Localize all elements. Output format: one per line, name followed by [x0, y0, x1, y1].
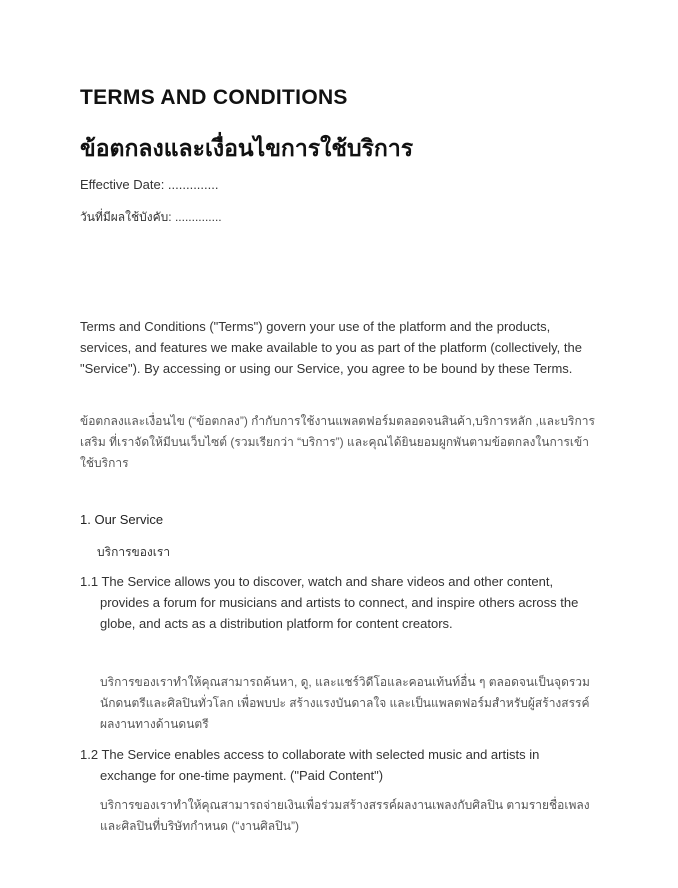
clause-1-1-en: 1.1 The Service allows you to discover, watch and share videos and other content, provides a forum for musicians and artists to connect, and inspire others across the globe, and acts as a distribution platform for content creators.	[80, 574, 579, 631]
clause-1-1-th: บริการของเราทำให้คุณสามารถค้นหา, ดู, และแชร์วิดีโอและคอนเท้นท์อื่น ๆ ตลอดจนเป็นจุดรวมนักดนตรีและศิลปินทั่วโลก เพื่อพบปะ สร้างแรงบันดาลใจ และเป็นแพลตฟอร์มสำหรับผู้สร้างสรรค์ผลงานทางด้านดนตรี	[100, 675, 590, 731]
section-heading-en: 1. Our Service	[80, 512, 164, 527]
title-th: ข้อตกลงและเงื่อนไขการใช้บริการ	[80, 135, 414, 161]
effective-date-en: Effective Date: ..............	[80, 177, 219, 192]
intro-en: Terms and Conditions ("Terms") govern your use of the platform and the products, services, and features we make available to you as part of the platform (collectively, the "Service"). By accessing or using our Service, you agree to be bound by these Terms.	[80, 319, 582, 376]
clause-1-2-en: 1.2 The Service enables access to collaborate with selected music and artists in exchange for one-time payment. ("Paid Content")	[80, 747, 540, 783]
clause-1-2-th: บริการของเราทำให้คุณสามารถจ่ายเงินเพื่อร่วมสร้างสรรค์ผลงานเพลงกับศิลปิน ตามรายชื่อเพลงและศิลปินที่บริษัทกำหนด (“งานศิลปิน”)	[100, 798, 590, 833]
effective-date-th: วันที่มีผลใช้บังคับ: ..............	[80, 210, 222, 224]
title-en: TERMS AND CONDITIONS	[80, 86, 348, 109]
intro-th: ข้อตกลงและเงื่อนไข (“ข้อตกลง”) กำกับการใช้งานแพลตฟอร์มตลอดจนสินค้า,บริการหลัก ,และบริการเสริม ที่เราจัดให้มีบนเว็บไซต์ (รวมเรียกว่า “บริการ”) และคุณได้ยินยอมผูกพันตามข้อตกลงในการเข้าใช้บริการ	[80, 414, 595, 470]
section-heading-th: บริการของเรา	[97, 545, 171, 559]
